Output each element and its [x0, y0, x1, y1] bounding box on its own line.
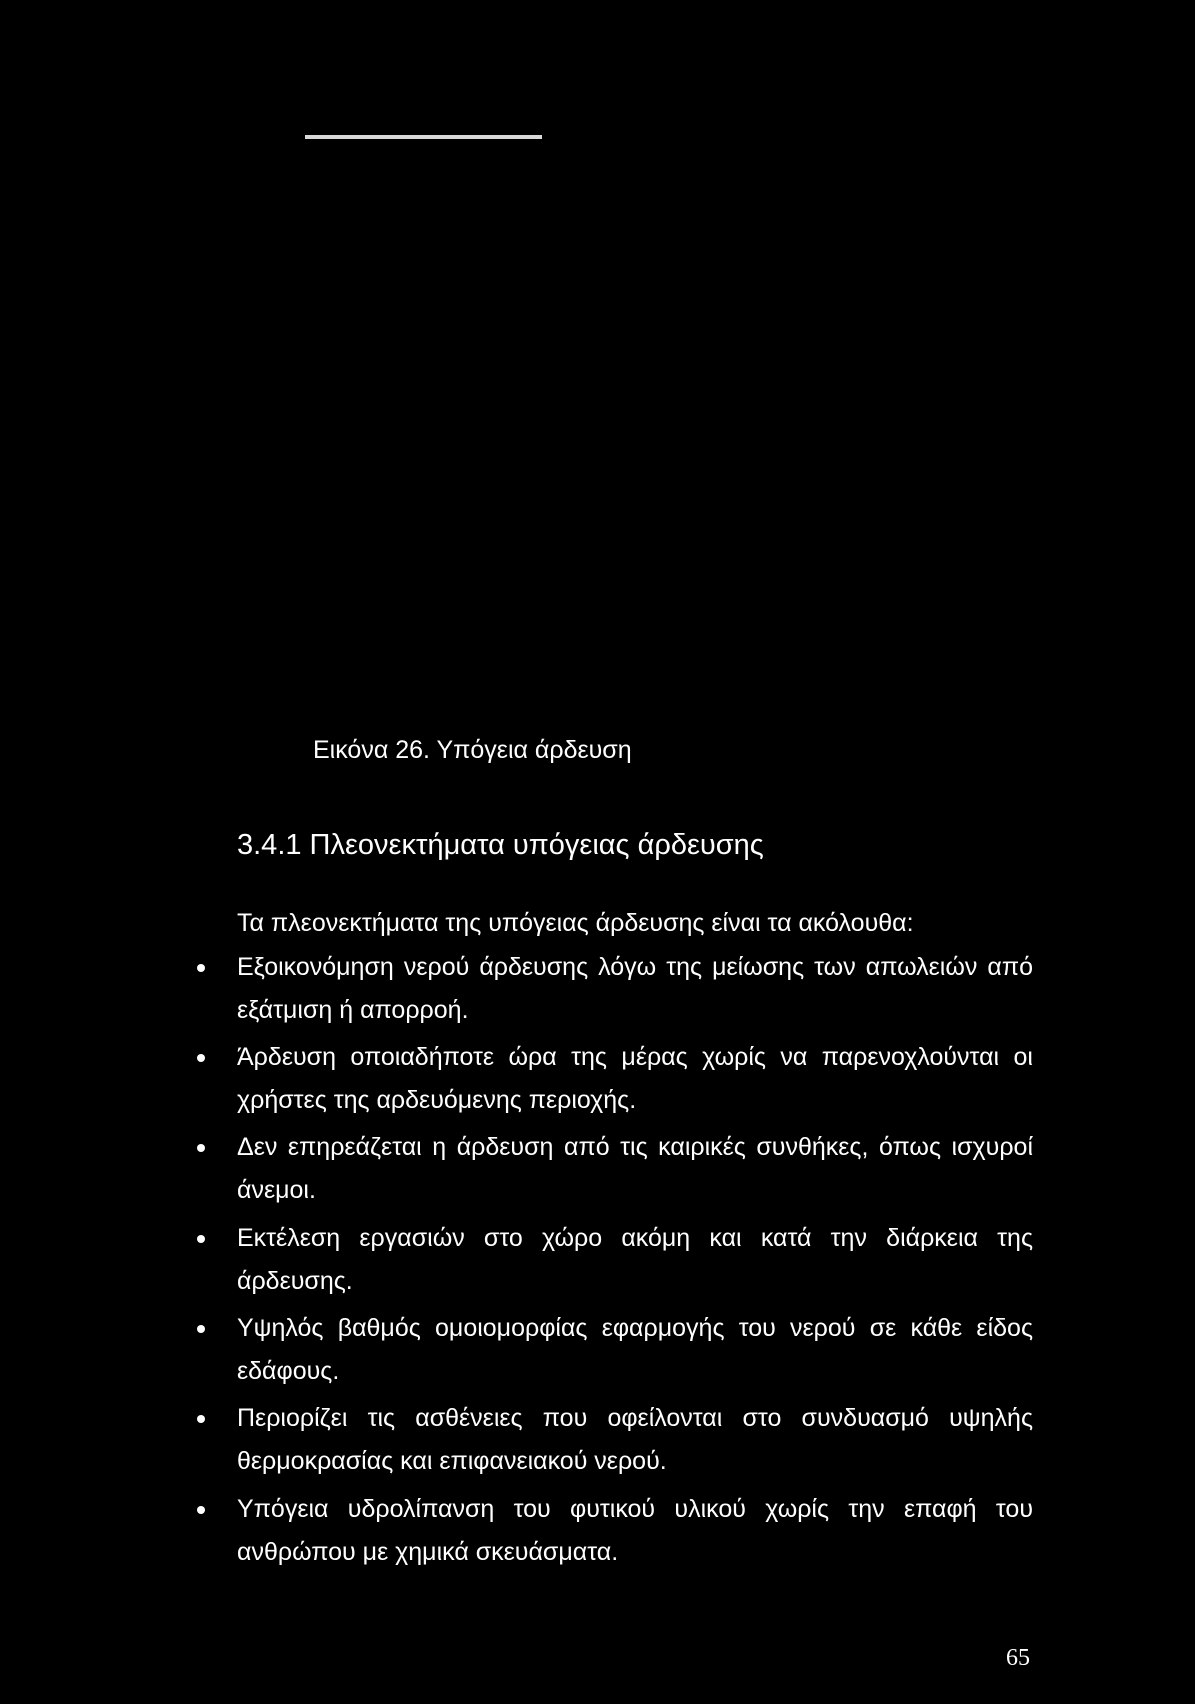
- list-item: [195, 1126, 1033, 1217]
- list-item-text: Εκτέλεση εργασιών στο χώρο ακόμη και κατά την διάρκεια της άρδευσης.: [237, 1224, 1033, 1295]
- page-number: 65: [1006, 1645, 1030, 1671]
- figure-top-edge: [305, 135, 542, 139]
- figure-caption: Εικόνα 26. Υπόγεια άρδευση: [313, 736, 632, 764]
- list-item-text: Υπόγεια υδρολίπανση του φυτικού υλικού χωρίς την επαφή του ανθρώπου με χημικά σκευάσματα.: [237, 1495, 1033, 1566]
- bullet-icon: [197, 1235, 205, 1243]
- list-item: [195, 1307, 1033, 1397]
- bullet-icon: [197, 1506, 205, 1514]
- list-item-text: Εξοικονόμηση νερού άρδευσης λόγω της μείωσης των απωλειών από εξάτμιση ή απορροή.: [237, 953, 1033, 1024]
- figure-image: [200, 150, 1000, 710]
- section-heading: 3.4.1 Πλεονεκτήματα υπόγειας άρδευσης: [237, 829, 764, 861]
- list-item-text: Υψηλός βαθμός ομοιομορφίας εφαρμογής του νερού σε κάθε είδος εδάφους.: [237, 1314, 1033, 1385]
- list-item: [195, 1217, 1033, 1307]
- bullet-icon: [197, 964, 205, 972]
- list-item: [195, 946, 1033, 1036]
- list-item-text: Άρδευση οποιαδήποτε ώρα της μέρας χωρίς να παρενοχλούνται οι χρήστες της αρδευόμενης περιοχής.: [237, 1043, 1033, 1114]
- advantages-list: [195, 946, 1033, 1578]
- bullet-icon: [197, 1054, 205, 1062]
- list-item-text: Δεν επηρεάζεται η άρδευση από τις καιρικές συνθήκες, όπως ισχυροί άνεμοι.: [237, 1133, 1033, 1204]
- bullet-icon: [197, 1415, 205, 1423]
- bullet-icon: [197, 1325, 205, 1333]
- list-item: [195, 1036, 1033, 1126]
- list-item: [195, 1488, 1033, 1578]
- bullet-icon: [197, 1144, 205, 1152]
- intro-paragraph: Τα πλεονεκτήματα της υπόγειας άρδευσης είναι τα ακόλουθα:: [237, 909, 914, 937]
- list-item: [195, 1397, 1033, 1488]
- list-item-text: Περιορίζει τις ασθένειες που οφείλονται στο συνδυασμό υψηλής θερμοκρασίας και επιφανειακού νερού.: [237, 1404, 1033, 1475]
